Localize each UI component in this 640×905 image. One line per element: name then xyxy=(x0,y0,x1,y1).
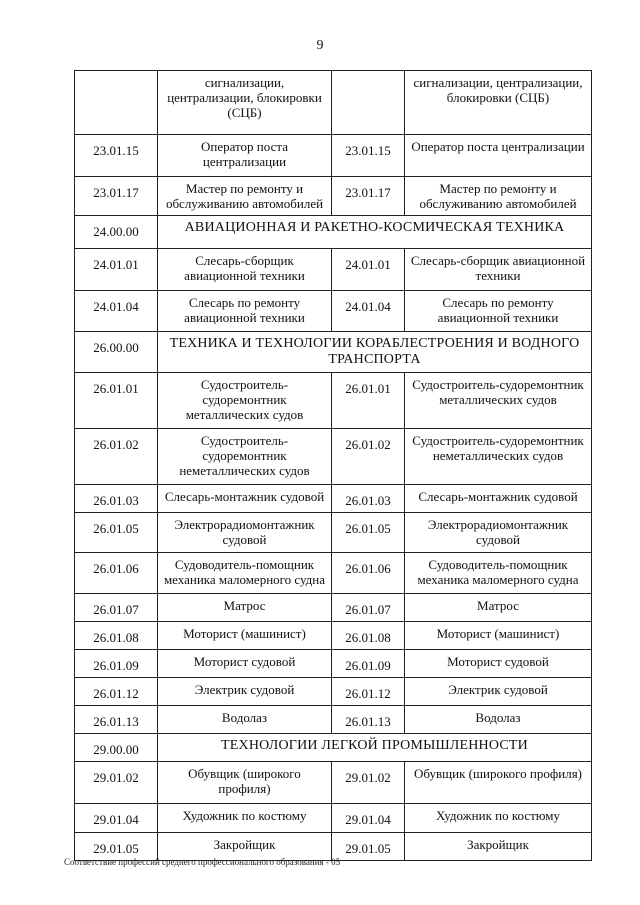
profession-name-new: Моторист (машинист) xyxy=(405,622,592,650)
profession-code-new: 24.01.01 xyxy=(332,249,405,291)
profession-code-new: 26.01.09 xyxy=(332,650,405,678)
group-title: ТЕХНОЛОГИИ ЛЕГКОЙ ПРОМЫШЛЕННОСТИ xyxy=(158,734,592,762)
profession-name-old: Судостроитель-судоремонтник металлических судов xyxy=(158,373,332,429)
profession-code-new: 23.01.15 xyxy=(332,135,405,177)
profession-name-old: сигнализации, централизации, блокировки (СЦБ) xyxy=(158,71,332,135)
profession-name-new: Судостроитель-судоремонтник неметаллических судов xyxy=(405,429,592,485)
profession-code-old: 29.01.05 xyxy=(75,833,158,861)
profession-name-new: Оператор поста централизации xyxy=(405,135,592,177)
table-row xyxy=(75,762,592,804)
profession-code-old: 26.01.01 xyxy=(75,373,158,429)
profession-name-old: Электрорадиомонтажник судовой xyxy=(158,513,332,553)
profession-name-new: Слесарь-монтажник судовой xyxy=(405,485,592,513)
profession-name-old: Мастер по ремонту и обслуживанию автомобилей xyxy=(158,177,332,216)
profession-name-old: Слесарь-монтажник судовой xyxy=(158,485,332,513)
table-row xyxy=(75,678,592,706)
profession-name-new: Судостроитель-судоремонтник металлических судов xyxy=(405,373,592,429)
profession-code-new: 26.01.05 xyxy=(332,513,405,553)
table-row xyxy=(75,71,592,135)
profession-code-old: 26.01.09 xyxy=(75,650,158,678)
profession-code-new: 29.01.05 xyxy=(332,833,405,861)
profession-code-old: 26.01.13 xyxy=(75,706,158,734)
table-row xyxy=(75,650,592,678)
profession-code-new: 26.01.06 xyxy=(332,553,405,594)
profession-name-new: сигнализации, централизации, блокировки (СЦБ) xyxy=(405,71,592,135)
group-code: 24.00.00 xyxy=(75,216,158,249)
table-row xyxy=(75,804,592,833)
profession-name-new: Слесарь-сборщик авиационной техники xyxy=(405,249,592,291)
table-row xyxy=(75,177,592,216)
profession-name-old: Закройщик xyxy=(158,833,332,861)
profession-name-new: Матрос xyxy=(405,594,592,622)
profession-name-old: Электрик судовой xyxy=(158,678,332,706)
profession-name-old: Обувщик (широкого профиля) xyxy=(158,762,332,804)
profession-name-old: Моторист (машинист) xyxy=(158,622,332,650)
group-title: АВИАЦИОННАЯ И РАКЕТНО-КОСМИЧЕСКАЯ ТЕХНИКА xyxy=(158,216,592,249)
profession-code-old: 26.01.05 xyxy=(75,513,158,553)
profession-name-old: Судоводитель-помощник механика маломерного судна xyxy=(158,553,332,594)
profession-code-new: 23.01.17 xyxy=(332,177,405,216)
table-row xyxy=(75,485,592,513)
profession-code-new xyxy=(332,71,405,135)
table-row xyxy=(75,706,592,734)
profession-name-new: Моторист судовой xyxy=(405,650,592,678)
profession-code-old: 26.01.03 xyxy=(75,485,158,513)
table-row xyxy=(75,513,592,553)
profession-code-old: 26.01.06 xyxy=(75,553,158,594)
group-row xyxy=(75,734,592,762)
profession-code-old: 23.01.15 xyxy=(75,135,158,177)
group-code: 29.00.00 xyxy=(75,734,158,762)
table-row xyxy=(75,622,592,650)
profession-code-old: 26.01.12 xyxy=(75,678,158,706)
table-row xyxy=(75,291,592,332)
profession-name-old: Судостроитель-судоремонтник неметаллических судов xyxy=(158,429,332,485)
profession-code-new: 26.01.08 xyxy=(332,622,405,650)
profession-code-new: 26.01.13 xyxy=(332,706,405,734)
profession-code-new: 26.01.12 xyxy=(332,678,405,706)
profession-code-new: 26.01.03 xyxy=(332,485,405,513)
profession-name-old: Слесарь по ремонту авиационной техники xyxy=(158,291,332,332)
profession-name-old: Водолаз xyxy=(158,706,332,734)
profession-code-new: 26.01.02 xyxy=(332,429,405,485)
profession-code-old: 26.01.07 xyxy=(75,594,158,622)
profession-code-new: 26.01.01 xyxy=(332,373,405,429)
profession-name-new: Художник по костюму xyxy=(405,804,592,833)
profession-correspondence-table xyxy=(74,70,592,861)
group-title: ТЕХНИКА И ТЕХНОЛОГИИ КОРАБЛЕСТРОЕНИЯ И ВОДНОГО ТРАНСПОРТА xyxy=(158,332,592,373)
profession-code-new: 29.01.04 xyxy=(332,804,405,833)
profession-name-new: Электрик судовой xyxy=(405,678,592,706)
profession-name-old: Художник по костюму xyxy=(158,804,332,833)
profession-code-old: 26.01.08 xyxy=(75,622,158,650)
profession-name-old: Матрос xyxy=(158,594,332,622)
profession-code-old: 24.01.01 xyxy=(75,249,158,291)
page-number: 9 xyxy=(316,38,324,53)
profession-code-old: 29.01.04 xyxy=(75,804,158,833)
profession-code-old: 24.01.04 xyxy=(75,291,158,332)
table-row xyxy=(75,553,592,594)
profession-name-old: Слесарь-сборщик авиационной техники xyxy=(158,249,332,291)
footer-note: Соответствие профессий среднего профессионального образования - 05 xyxy=(64,857,341,867)
profession-name-new: Мастер по ремонту и обслуживанию автомобилей xyxy=(405,177,592,216)
profession-name-new: Электрорадиомонтажник судовой xyxy=(405,513,592,553)
profession-name-old: Моторист судовой xyxy=(158,650,332,678)
profession-name-new: Водолаз xyxy=(405,706,592,734)
profession-name-new: Судоводитель-помощник механика маломерного судна xyxy=(405,553,592,594)
profession-name-new: Слесарь по ремонту авиационной техники xyxy=(405,291,592,332)
profession-name-old: Оператор поста централизации xyxy=(158,135,332,177)
profession-name-new: Закройщик xyxy=(405,833,592,861)
profession-code-old: 23.01.17 xyxy=(75,177,158,216)
profession-code-new: 26.01.07 xyxy=(332,594,405,622)
profession-name-new: Обувщик (широкого профиля) xyxy=(405,762,592,804)
profession-code-new: 29.01.02 xyxy=(332,762,405,804)
group-row xyxy=(75,332,592,373)
table-row xyxy=(75,429,592,485)
table-row xyxy=(75,135,592,177)
profession-code-old xyxy=(75,71,158,135)
profession-code-old: 26.01.02 xyxy=(75,429,158,485)
profession-code-old: 29.01.02 xyxy=(75,762,158,804)
table-row xyxy=(75,249,592,291)
group-row xyxy=(75,216,592,249)
profession-code-new: 24.01.04 xyxy=(332,291,405,332)
table-row xyxy=(75,594,592,622)
group-code: 26.00.00 xyxy=(75,332,158,373)
table-row xyxy=(75,373,592,429)
